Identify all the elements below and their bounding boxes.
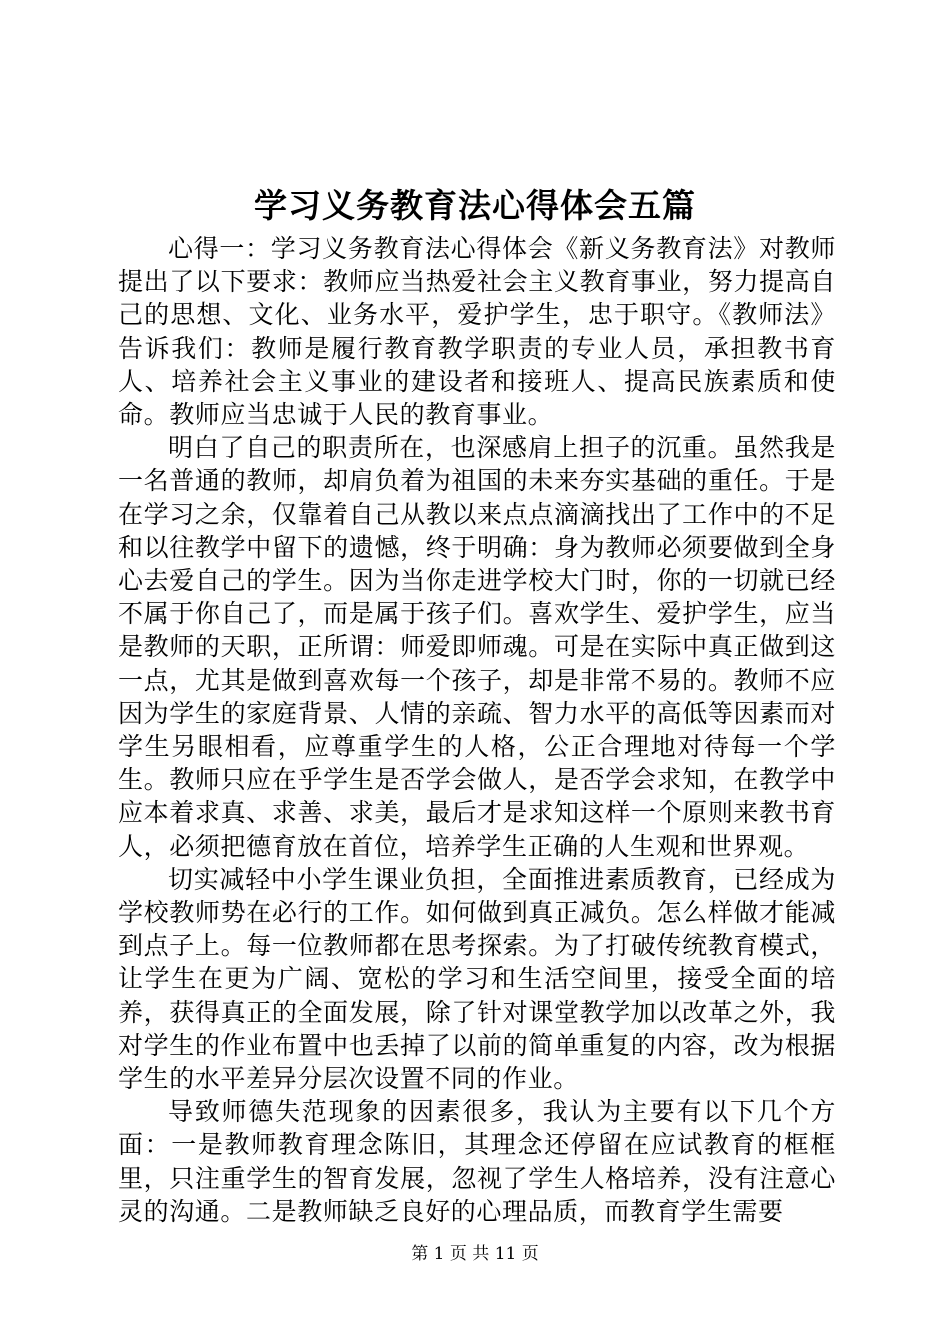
paragraph-2: 明白了自己的职责所在，也深感肩上担子的沉重。虽然我是一名普通的教师，却肩负着为祖国的未来夯实基础的重任。于是在学习之余，仅靠着自己从教以来点点滴滴找出了工作中的不足和以往教学中留下的遗憾，终于明确：身为教师必须要做到全身心去爱自己的学生。因为当你走进学校大门时，你的一切就已经不属于你自己了，而是属于孩子们。喜欢学生、爱护学生，应当是教师的天职，正所谓：师爱即师魂。可是在实际中真正做到这一点，尤其是做到喜欢每一个孩子，却是非常不易的。教师不应因为学生的家庭背景、人情的亲疏、智力水平的高低等因素而对学生另眼相看，应尊重学生的人格，公正合理地对待每一个学生。教师只应在乎学生是否学会做人，是否学会求知，在教学中应本着求真、求善、求美，最后才是求知这样一个原则来教书育人，必须把德育放在首位，培养学生正确的人生观和世界观。 (118, 433, 836, 861)
page-footer: 第 1 页 共 11 页 (411, 1244, 539, 1264)
document-body (118, 232, 836, 1228)
paragraph-3: 切实减轻中小学生课业负担，全面推进素质教育，已经成为学校教师势在必行的工作。如何做到真正减负。怎么样做才能减到点子上。每一位教师都在思考探索。为了打破传统教育模式，让学生在更为广阔、宽松的学习和生活空间里，接受全面的培养，获得真正的全面发展，除了针对课堂教学加以改革之外，我对学生的作业布置中也丢掉了以前的简单重复的内容，改为根据学生的水平差异分层次设置不同的作业。 (118, 864, 836, 1094)
document-title: 学习义务教育法心得体会五篇 (254, 186, 696, 225)
paragraph-1: 心得一：学习义务教育法心得体会《新义务教育法》对教师提出了以下要求：教师应当热爱社会主义教育事业，努力提高自己的思想、文化、业务水平，爱护学生，忠于职守。《教师法》告诉我们：教师是履行教育教学职责的专业人员，承担教书育人、培养社会主义事业的建设者和接班人、提高民族素质和使命。教师应当忠诚于人民的教育事业。 (118, 234, 836, 430)
paragraph-4: 导致师德失范现象的因素很多，我认为主要有以下几个方面：一是教师教育理念陈旧，其理念还停留在应试教育的框框里，只注重学生的智育发展，忽视了学生人格培养，没有注意心灵的沟通。二是教师缺乏良好的心理品质，而教育学生需要 (118, 1097, 836, 1226)
